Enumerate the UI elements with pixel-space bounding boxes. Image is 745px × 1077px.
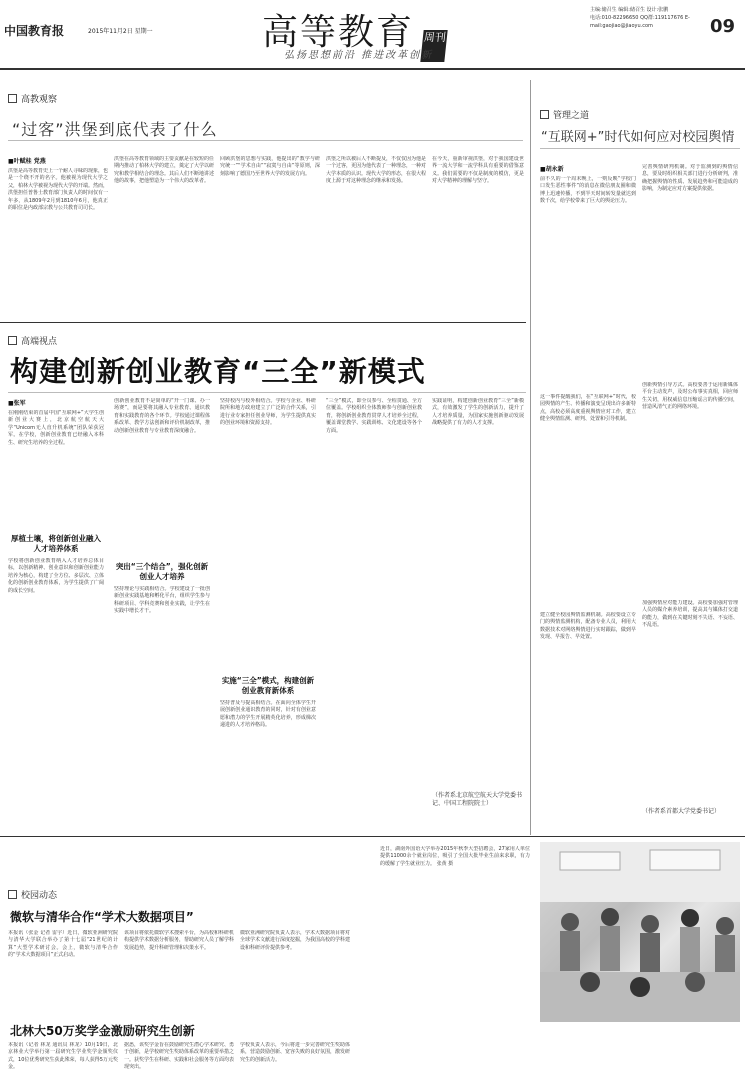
article4-title: 微软与清华合作“学术大数据项目” — [10, 910, 194, 924]
article2-col2b: 创新舆情引导方式。高校要善于运用新媒体平台主动发声，及时公布事实真相，回应师生关切，用权威信息压缩谣言的传播空间，营造风清气正的网络环境。 — [642, 382, 738, 411]
editor-names: 主编:储召生 编辑:储召生 设计:张鹏 — [590, 7, 669, 13]
column-tag-gaoduan — [8, 334, 57, 347]
column-tag-xiaoyuan — [8, 888, 57, 901]
article2-rule — [540, 148, 740, 149]
issue-date: 2015年11月2日 星期一 — [88, 28, 153, 35]
article4-col1: 本报讯（张金 记者 雷宇）近日，微软亚洲研究院与清华大学联合举办了第十七届“21世纪的计算”大型学术研讨会。会上，微软与清华合作的“学术大数据项目”正式启动。 — [8, 930, 118, 959]
column-tag-gaojiao — [8, 92, 57, 105]
article5-col3: 学校负责人表示，今后将进一步完善研究生奖助体系，营造鼓励创新、宽容失败的良好氛围，激发研究生的创新活力。 — [240, 1042, 350, 1063]
crowd-illustration-icon — [540, 842, 740, 1022]
contact-info: 电话:010-82296650 QQ群:119117676 E-mail:gaojiao@jiaoyu.com — [590, 15, 690, 29]
square-icon — [8, 94, 17, 103]
article3-col1a: 在刚刚结束的首届中国“互联网+”大学生创新创业大赛上，北京航空航天大学“Unicorn无人直升机系统”团队荣获冠军。在学校，创新创业教育已经融入本科生、研究生培养的全过程。 — [8, 410, 104, 446]
square-icon — [8, 336, 17, 345]
column-tag-guanli — [540, 108, 589, 121]
column-label: 高端视点 — [21, 337, 58, 347]
article3-rule — [8, 392, 526, 393]
article4-col3: 微软亚洲研究院负责人表示，学术大数据项目将对全球学术文献进行深度挖掘，为我国高校的学科建设和科研评价提供参考。 — [240, 930, 350, 951]
article3-subhead-3: 实施“三全”模式，构建创新创业教育新体系 — [221, 676, 315, 695]
article4-col2: 该项目将依托微软学术搜索平台，为高校和科研机构提供学术数据分析服务，帮助研究人员了解学科发展趋势，提升科研管理和决策水平。 — [124, 930, 234, 951]
article5-col2: 据悉，该奖学金旨在鼓励研究生潜心学术研究、勇于创新，是学校研究生奖助体系改革的重要举措之一。获奖学生在科研、实践和社会服务等方面均表现突出。 — [124, 1042, 234, 1071]
article1-title: “过客”洪堡到底代表了什么 — [12, 120, 218, 139]
article3-title: 构建创新创业教育“三全”新模式 — [10, 355, 426, 388]
article2-col1c: 建立健全校园舆情监测机制。高校要设立专门的舆情监测机构，配备专业人员，利用大数据技术对网络舆情进行实时跟踪，做到早发现、早报告、早处置。 — [540, 612, 636, 641]
header-rule — [0, 68, 745, 70]
article2-col2a: 完善舆情研判机制。对于监测到的舆情信息，要及时组织相关部门进行分析研判，准确把握舆情的性质、发展趋势和可能造成的影响，为制定应对方案提供依据。 — [642, 164, 738, 193]
section-masthead: 高等教育 — [262, 12, 415, 53]
article1-col2: 洪堡在高等教育领域的主要贡献是在较短的任期内推动了柏林大学的建立，奠定了大学以研究和教学相结合的理念。其后人们不断地讲述他的故事，把他塑造为一个伟大的改革者。 — [114, 156, 214, 185]
job-fair-photo — [540, 842, 740, 1022]
article1-author: ■叶赋桂 党燕 — [8, 158, 46, 165]
feature-top-rule — [0, 322, 526, 323]
article3-col5: 实践证明，构建创新创业教育“三全”新模式，有效激发了学生的创新活力，提升了人才培养质量，为国家实施创新驱动发展战略提供了有力的人才支撑。 — [432, 398, 524, 427]
article1-col3: 回顾洪堡的思想与实践，他提出的“教学与研究统一”“学术自由”“寂寞与自由”等原则，深刻影响了德国乃至世界大学的发展方向。 — [220, 156, 320, 177]
article2-signature: （作者系首都大学党委书记） — [642, 808, 721, 815]
article2-col1b: 这一事件提醒我们，在“互联网+”时代，校园舆情的产生、传播和演变呈现出许多新特点，高校必须高度重视舆情应对工作，建立健全舆情监测、研判、处置和引导机制。 — [540, 394, 636, 423]
article3-col3a: 坚持校内与校外相结合。学校与企业、科研院所和地方政府建立了广泛的合作关系，引进行业专家担任创业导师，为学生提供真实的创业环境和资源支持。 — [220, 398, 316, 427]
column-label: 高教观察 — [21, 95, 58, 105]
article3-col3b: 坚持普及与提高相结合。在面向全体学生开展创新创业通识教育的同时，针对有创业意愿和潜力的学生开展精英化培养，形成梯次递进的人才培养格局。 — [220, 700, 316, 729]
square-icon — [540, 110, 549, 119]
bottom-rule — [0, 836, 745, 837]
page-number: 09 — [710, 16, 736, 37]
square-icon — [8, 890, 17, 899]
article2-col1a: 前不久的一个周末晚上，一则反映“学校门口发生恶性事件”的消息在微信朋友圈和微博上迅速传播，不到半天时间转发量就达到数千次，给学校带来了巨大的舆论压力。 — [540, 176, 636, 205]
weekly-badge: 周刊 — [420, 30, 447, 62]
article1-col5: 在今天，重新审视洪堡，对于我国建设世界一流大学和一流学科具有重要的借鉴意义。我们需要的不仅是制度的模仿，更是对大学精神的理解与坚守。 — [432, 156, 524, 185]
section-slogan: 弘扬思想前沿 推进改革创新 — [284, 50, 434, 61]
article3-author: ■张军 — [8, 400, 26, 407]
article2-author: ■胡永新 — [540, 166, 564, 173]
article3-col2a: 创新创业教育不是简单的“开一门课、办一场赛”，而是要将其融入专业教育、通识教育和实践教育的各个环节。学校通过课程体系改革、教学方法创新和评价机制改革，推动创新创业教育与专业教育深度融合。 — [114, 398, 210, 434]
article1-col1: 洪堡是高等教育史上一个耐人寻味的现象，也是一个绕不开的名字。他被视为现代大学之父，柏林大学被视为现代大学的开端。然而，洪堡担任普鲁士教育部门负责人的时间仅有一年多，从1809年2月到1810年6月，他真正的职位是内政部宗教与公共教育司司长。 — [8, 168, 108, 212]
newspaper-logo: 中国教育报 — [4, 24, 65, 38]
column-label: 管理之道 — [553, 111, 590, 121]
right-column-divider — [530, 80, 531, 835]
photo-caption: 近日，湖南外国语大学举办2015年秋季大型招聘会，27家用人单位提供11000余个就业岗位，吸引了全国大批毕业生前来求职，有力的缓解了学生就业压力。 张黄 摄 — [380, 846, 530, 867]
article3-subhead-2: 突出“三个结合”，强化创新创业人才培养 — [115, 562, 209, 581]
article3-col4: “三全”模式，即全员参与、全程贯通、全方位覆盖。学校组织全体教师参与创新创业教育，将创新创业教育贯穿人才培养全过程，覆盖课堂教学、实践训练、文化建设等各个方面。 — [326, 398, 422, 434]
article2-col2c: 加强舆情应对能力建设。高校要加强对管理人员的媒介素养培训，提高其与媒体打交道的能力，做到在关键时刻不失语、不妄语、不乱语。 — [642, 600, 738, 629]
article3-col1b: 学校将创新创业教育纳入人才培养总体目标，以创新精神、创业意识和创新创业能力培养为核心，构建了全方位、多层次、立体化的创新创业教育体系，为学生提供了广阔的成长空间。 — [8, 558, 104, 594]
article1-col4: 洪堡之所以被后人不断提及，不仅仅因为他是一个过客，更因为他代表了一种理念，一种对大学本质的认识。现代大学的形态，在很大程度上源于对这种理念的继承和发扬。 — [326, 156, 426, 185]
article5-col1: 本报讯（记者 林龙 通讯员 林龙）10月19日，北京林业大学举行第一届研究生学业奖学金颁奖仪式，10位优秀研究生获此殊荣，每人获得5万元奖金。 — [8, 1042, 118, 1071]
article3-subhead-1: 厚植土壤，将创新创业融入人才培养体系 — [11, 534, 101, 553]
article1-rule — [8, 140, 523, 141]
article5-title: 北林大50万奖学金激励研究生创新 — [10, 1024, 195, 1038]
article3-signature: （作者系北京航空航天大学党委书记、中国工程院院士） — [432, 792, 523, 807]
article3-col2b: 坚持理论与实践相结合。学校建设了一批创新创业实践基地和孵化平台，组织学生参与科研项目、学科竞赛和创业实践，让学生在实践中增长才干。 — [114, 586, 210, 615]
article2-title: “互联网+”时代如何应对校园舆情 — [541, 130, 735, 145]
column-label: 校园动态 — [21, 891, 58, 901]
